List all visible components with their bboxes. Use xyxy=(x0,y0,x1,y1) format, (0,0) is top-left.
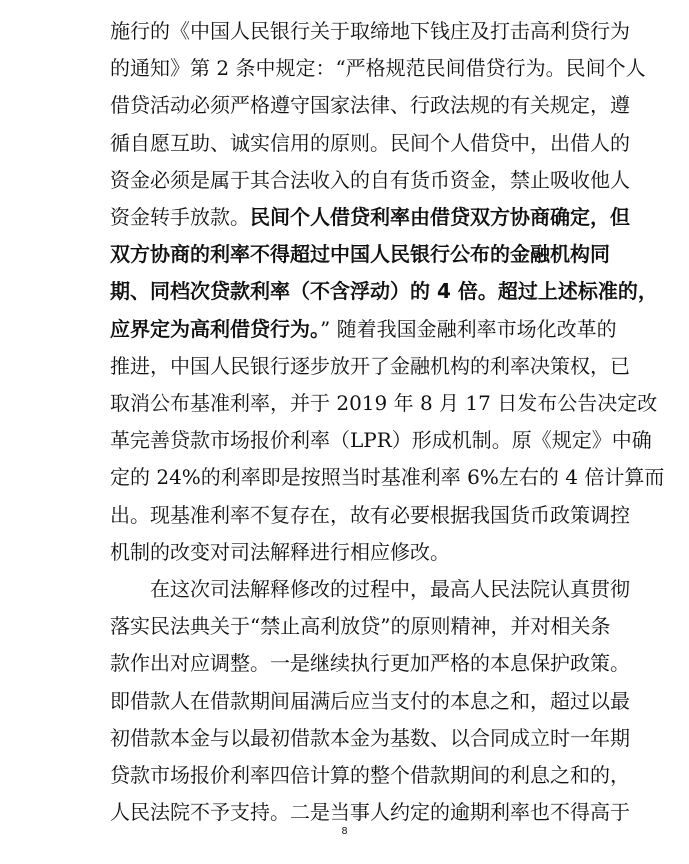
paragraph-2-line-6: 贷款市场报价利率四倍计算的整个借款期间的利息之和的， xyxy=(110,763,630,787)
paragraph-1-line-8: 期、同档次贷款利率（不含浮动）的 4 倍。超过上述标准的， xyxy=(110,279,658,304)
paragraph-1-line-3: 借贷活动必须严格遵守国家法律、行政法规的有关规定，遵 xyxy=(110,93,630,118)
paragraph-2-line-5: 初借款本金与以最初借款本金为基数、以合同成立时一年期 xyxy=(110,725,630,750)
paragraph-1-line-5: 资金必须是属于其合法收入的自有货币资金，禁止吸收他人 xyxy=(110,167,630,192)
bold-quote-segment: 应界定为高利借贷行为。 xyxy=(110,316,320,341)
paragraph-1-line-4: 循自愿互助、诚实信用的原则。民间个人借贷中，出借人的 xyxy=(110,130,630,155)
paragraph-1-line-15: 机制的改变对司法解释进行相应修改。 xyxy=(110,539,450,564)
paragraph-2-line-7: 人民法院不予支持。二是当事人约定的逾期利率也不得高于 xyxy=(110,800,630,825)
paragraph-1-line-11: 取消公布基准利率，并于 2019 年 8 月 17 日发布公告决定改 xyxy=(110,391,658,415)
plain-text-segment: ” 随着我国金融利率市场化改革的 xyxy=(320,316,617,341)
paragraph-1-line-13: 定的 24%的利率即是按照当时基准利率 6%左右的 4 倍计算而 xyxy=(110,465,665,490)
plain-text-segment: 资金转手放款。 xyxy=(110,205,250,229)
paragraph-2-line-4: 即借款人在借款期间届满后应当支付的本息之和，超过以最 xyxy=(110,688,630,713)
paragraph-1-line-6 xyxy=(110,202,630,232)
bold-quote-segment: 民间个人借贷利率由借贷双方协商确定，但 xyxy=(250,205,630,229)
paragraph-2-line-3: 款作出对应调整。一是继续执行更加严格的本息保护政策。 xyxy=(110,651,630,676)
paragraph-1-line-1: 施行的《中国人民银行关于取缔地下钱庄及打击高利贷行为 xyxy=(110,19,630,43)
paragraph-1-line-14: 出。现基准利率不复存在，故有必要根据我国货币政策调控 xyxy=(110,502,630,527)
paragraph-1-line-12: 革完善贷款市场报价利率（LPR）形成机制。原《规定》中确 xyxy=(110,428,652,453)
paragraph-1-line-10: 推进，中国人民银行逐步放开了金融机构的利率决策权，已 xyxy=(110,353,630,378)
page-number: 8 xyxy=(341,826,348,837)
paragraph-1-line-9 xyxy=(110,314,617,344)
paragraph-2-line-2: 落实民法典关于“禁止高利放贷”的原则精神，并对相关条 xyxy=(110,614,611,639)
paragraph-1-line-2: 的通知》第 2 条中规定：“严格规范民间借贷行为。民间个人 xyxy=(110,56,646,81)
paragraph-2-line-1: 在这次司法解释修改的过程中，最高人民法院认真贯彻 xyxy=(150,577,630,601)
paragraph-1-line-7: 双方协商的利率不得超过中国人民银行公布的金融机构同 xyxy=(110,242,610,267)
